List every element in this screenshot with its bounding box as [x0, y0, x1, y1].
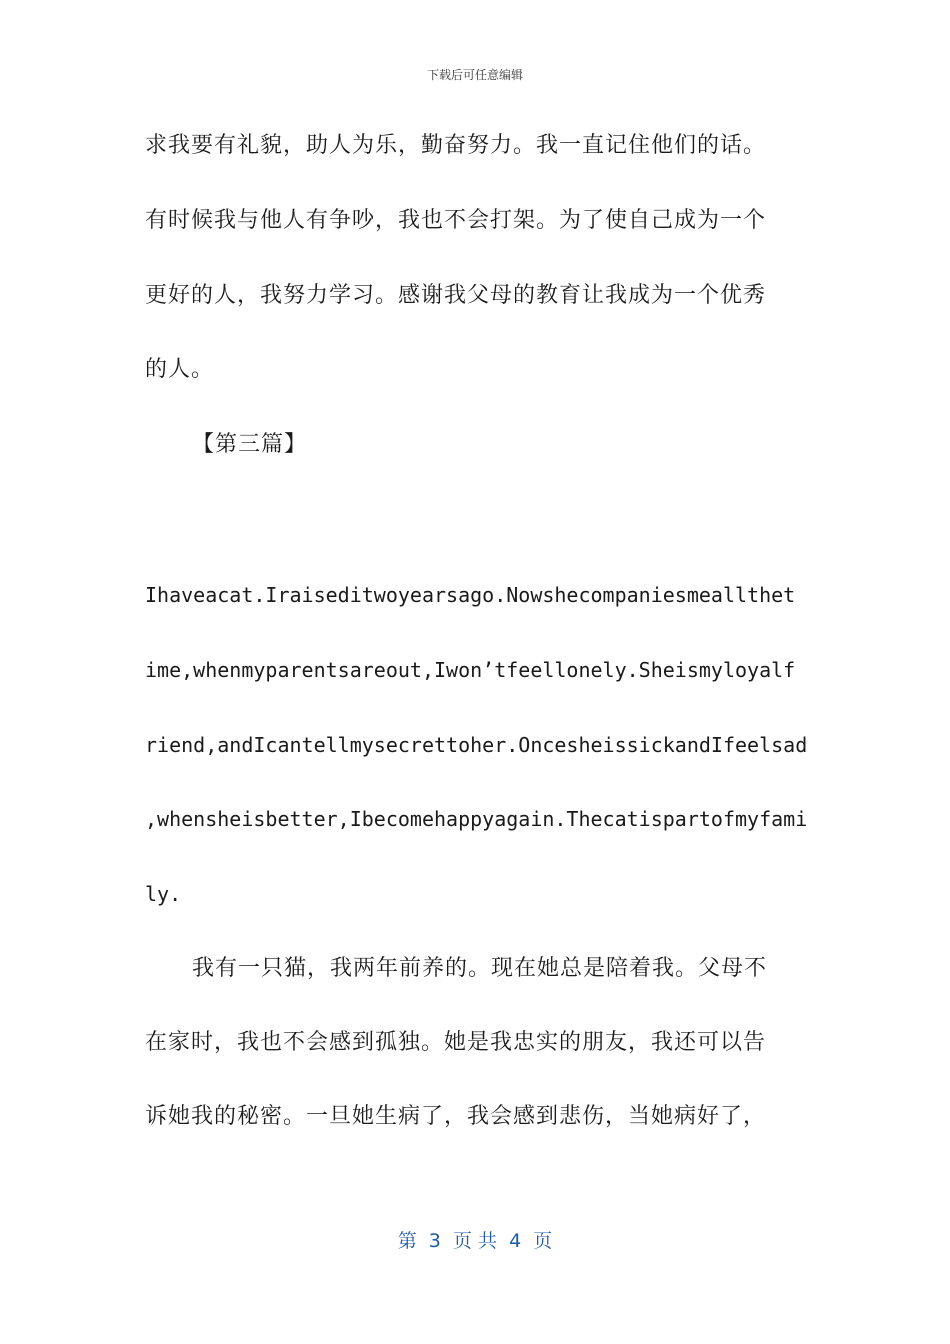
prev-paragraph-line: 有时候我与他人有争吵，我也不会打架。为了使自己成为一个	[145, 208, 767, 233]
english-paragraph-line: ly.	[145, 882, 182, 906]
english-paragraph-line: Ihaveacat.Iraiseditwoyearsago.Nowshecompaniesmeallthet	[145, 583, 796, 607]
english-paragraph-line: ,whensheisbetter,Ibecomehappyagain.Thecatispartofmyfami	[145, 807, 808, 831]
chinese-paragraph-line: 在家时，我也不会感到孤独。她是我忠实的朋友，我还可以告	[145, 1030, 767, 1055]
prev-paragraph-line: 求我要有礼貌，助人为乐，勤奋努力。我一直记住他们的话。	[145, 133, 767, 158]
page-footer: 第 3 页 共 4 页	[397, 1230, 553, 1252]
header-note: 下载后可任意编辑	[426, 68, 523, 82]
english-paragraph-line: riend,andIcantellmysecrettoher.OncesheissickandIfeelsad	[145, 733, 808, 757]
prev-paragraph-line: 更好的人，我努力学习。感谢我父母的教育让我成为一个优秀	[145, 283, 767, 308]
chinese-paragraph-line: 我有一只猫，我两年前养的。现在她总是陪着我。父母不	[192, 956, 768, 981]
section-title: 【第三篇】	[192, 432, 308, 457]
prev-paragraph-line: 的人。	[145, 357, 215, 382]
english-paragraph-line: ime,whenmyparentsareout,Iwon’tfeellonely.Sheismyloyalf	[145, 658, 796, 682]
chinese-paragraph-line: 诉她我的秘密。一旦她生病了，我会感到悲伤，当她病好了，	[145, 1104, 767, 1129]
